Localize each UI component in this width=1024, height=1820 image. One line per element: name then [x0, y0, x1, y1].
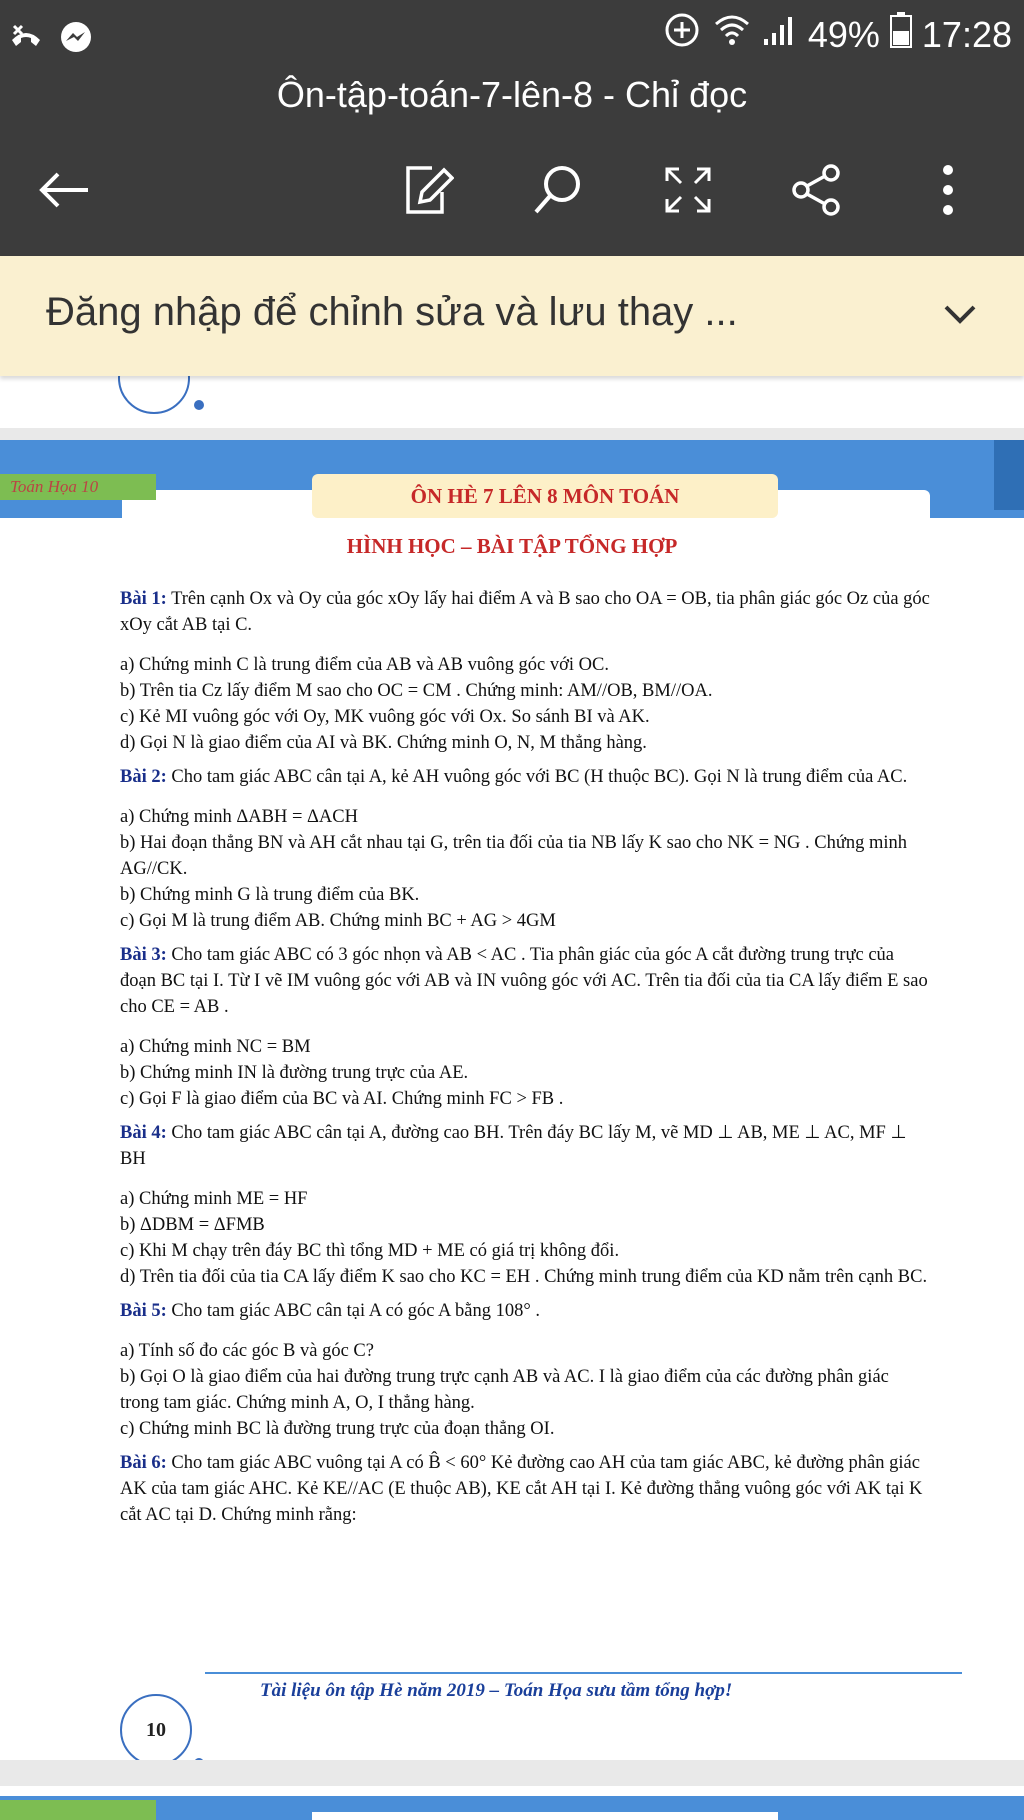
page-header-corner	[994, 440, 1024, 510]
chevron-down-icon	[940, 294, 980, 334]
missed-call-icon	[6, 18, 46, 63]
edit-button[interactable]	[396, 158, 460, 222]
wifi-icon	[712, 12, 752, 57]
battery-icon	[890, 12, 912, 57]
page-marker-dot	[194, 1758, 204, 1760]
more-options-button[interactable]	[916, 158, 980, 222]
problem-6	[120, 1450, 930, 1528]
search-icon	[530, 162, 586, 218]
arrow-left-icon	[36, 170, 92, 210]
problem-item: b) Chứng minh IN là đường trung trực của AE.	[120, 1063, 469, 1083]
page-number-circle	[118, 376, 190, 414]
problem-text: Cho tam giác ABC cân tại A có góc A bằng 108° .	[171, 1301, 541, 1321]
problem-item: a) Chứng minh C là trung điểm của AB và AB vuông góc với OC.	[120, 655, 609, 675]
problem-item: a) Chứng minh ΔABH = ΔACH	[120, 807, 358, 827]
problem-label: Bài 2:	[120, 767, 167, 787]
problem-5	[120, 1298, 930, 1442]
problem-item: d) Gọi N là giao điểm của AI và BK. Chứng minh O, N, M thẳng hàng.	[120, 733, 647, 753]
document-title: Ôn-tập-toán-7-lên-8 - Chỉ đọc	[276, 74, 748, 115]
page-tag: Toán Họa 10	[0, 474, 156, 500]
problem-label: Bài 4:	[120, 1123, 167, 1143]
problems-list	[120, 586, 930, 1542]
messenger-icon	[56, 18, 96, 63]
problem-item: b) Trên tia Cz lấy điểm M sao cho OC = CM . Chứng minh: AM//OB, BM//OA.	[120, 681, 713, 701]
problem-label: Bài 3:	[120, 945, 167, 965]
problem-item: a) Chứng minh NC = BM	[120, 1037, 311, 1057]
problem-item: c) Khi M chạy trên đáy BC thì tổng MD + ME có giá trị không đổi.	[120, 1241, 620, 1261]
page-title: ÔN HÈ 7 LÊN 8 MÔN TOÁN	[312, 474, 778, 518]
problem-item: a) Chứng minh ME = HF	[120, 1189, 308, 1209]
signal-icon	[762, 14, 798, 56]
problem-item: c) Gọi F là giao điểm của BC và AI. Chứng minh FC > FB .	[120, 1089, 564, 1109]
problem-text: Cho tam giác ABC cân tại A, kẻ AH vuông góc với BC (H thuộc BC). Gọi N là trung điểm của AC.	[171, 767, 908, 787]
sign-in-banner-text: Đăng nhập để chỉnh sửa và lưu thay ...	[46, 290, 738, 334]
page-number: 10	[120, 1694, 192, 1760]
problem-item: c) Chứng minh BC là đường trung trực của đoạn thẳng OI.	[120, 1419, 555, 1439]
problem-3	[120, 942, 930, 1112]
problem-4	[120, 1120, 930, 1290]
problem-item: b) Chứng minh G là trung điểm của BK.	[120, 885, 420, 905]
data-saver-icon	[662, 10, 702, 59]
problem-text: Trên cạnh Ox và Oy của góc xOy lấy hai điểm A và B sao cho OA = OB, tia phân giác góc Oz của góc xOy cắt AB tại C.	[120, 589, 930, 635]
page-footer: Tài liệu ôn tập Hè năm 2019 – Toán Họa sưu tầm tổng hợp!	[260, 1680, 733, 1701]
fullscreen-icon	[663, 165, 713, 215]
problem-item: c) Gọi M là trung điểm AB. Chứng minh BC + AG > 4GM	[120, 911, 556, 931]
fullscreen-button[interactable]	[656, 158, 720, 222]
problem-label: Bài 1:	[120, 589, 167, 609]
problem-label: Bài 5:	[120, 1301, 167, 1321]
problem-item: b) Gọi O là giao điểm của hai đường trung trực cạnh AB và AC. I là giao điểm của các đường phân giác trong tam giác. Chứng minh A, O, I thẳng hàng.	[120, 1367, 889, 1413]
battery-level: 49%	[807, 13, 880, 55]
section-title: HÌNH HỌC – BÀI TẬP TỔNG HỢP	[346, 534, 678, 558]
back-button[interactable]	[32, 158, 96, 222]
problem-item: b) ΔDBM = ΔFMB	[120, 1215, 265, 1235]
problem-text: Cho tam giác ABC có 3 góc nhọn và AB < AC . Tia phân giác của góc A cắt đường trung trực của đoạn BC tại I. Từ I vẽ IM vuông góc với AB và IN vuông góc với AC. Trên tia đối của tia CA lấy điểm E sao cho CE = AB .	[120, 945, 928, 1017]
next-page-title-box	[312, 1812, 778, 1820]
clock: 17:28	[921, 13, 1012, 55]
banner-expand-button[interactable]	[940, 294, 980, 339]
share-icon	[789, 163, 843, 217]
problem-text: Cho tam giác ABC vuông tại A có B̂ < 60° Kẻ đường cao AH của tam giác ABC, kẻ đường phân giác AK của tam giác AHC. Kẻ KE//AC (E thuộc AB), KE cắt AH tại I. Kẻ đường thẳng vuông góc với AK tại K cắt AC tại D. Chứng minh rằng:	[120, 1453, 923, 1525]
problem-1	[120, 586, 930, 756]
edit-pencil-icon	[402, 162, 454, 218]
search-button[interactable]	[526, 158, 590, 222]
problem-item: a) Tính số đo các góc B và góc C?	[120, 1341, 374, 1361]
problem-label: Bài 6:	[120, 1453, 167, 1473]
next-page-tag	[0, 1800, 156, 1820]
more-vertical-icon	[938, 162, 958, 218]
problem-2	[120, 764, 930, 934]
previous-page-edge	[0, 376, 1024, 428]
problem-item: d) Trên tia đối của tia CA lấy điểm K sao cho KC = EH . Chứng minh trung điểm của KD nằm trên cạnh BC.	[120, 1267, 928, 1287]
footer-divider	[205, 1672, 962, 1674]
app-bar	[0, 62, 1024, 256]
page-marker-dot	[194, 400, 204, 410]
problem-text: Cho tam giác ABC cân tại A, đường cao BH. Trên đáy BC lấy M, vẽ MD ⊥ AB, ME ⊥ AC, MF ⊥ BH	[120, 1123, 907, 1169]
problem-item: c) Kẻ MI vuông góc với Oy, MK vuông góc với Ox. So sánh BI và AK.	[120, 707, 650, 727]
share-button[interactable]	[784, 158, 848, 222]
document-page	[0, 440, 1024, 1760]
sign-in-banner[interactable]	[0, 256, 1024, 376]
next-page-edge	[0, 1786, 1024, 1820]
problem-item: b) Hai đoạn thẳng BN và AH cắt nhau tại G, trên tia đối của tia NB lấy K sao cho NK = NG . Chứng minh AG//CK.	[120, 833, 908, 879]
